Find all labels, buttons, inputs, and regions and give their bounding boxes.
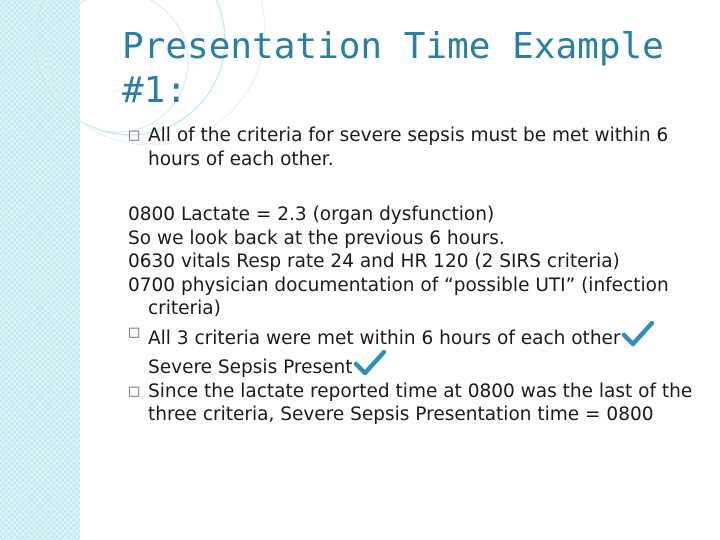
timeline-line: So we look back at the previous 6 hours. [128,227,505,249]
severe-sepsis-text: Severe Sepsis Present [148,357,353,378]
bullet-box-icon: □ [128,128,141,143]
timeline-line: 0800 Lactate = 2.3 (organ dysfunction) [128,204,495,225]
bullet-box-icon: □ [128,383,141,399]
checkmark-icon [621,321,655,347]
slide-body [128,124,698,427]
criteria-met-text: All 3 criteria were met within 6 hours of each other [148,327,621,349]
bullet-box-icon: □ [128,324,141,340]
bullet-item [128,124,698,171]
timeline-line: 0630 vitals Resp rate 24 and HR 120 (2 SIRS criteria) [128,251,620,272]
slide-title: Presentation Time Example #1: [122,26,664,111]
bullet-item [128,380,698,427]
bullet-item [128,321,698,380]
presentation-time-text: Since the lactate reported time at 0800 was the last of the three criteria, Severe Sepsis Presentation time = 0800 [148,380,693,425]
timeline-line: 0700 physician documentation of “possible UTI” (infection criteria) [128,274,669,319]
checkmark-icon [353,350,387,376]
intro-bullet-text: All of the criteria for severe sepsis must be met within 6 hours of each other. [148,125,669,170]
decorative-side-band [0,0,80,540]
